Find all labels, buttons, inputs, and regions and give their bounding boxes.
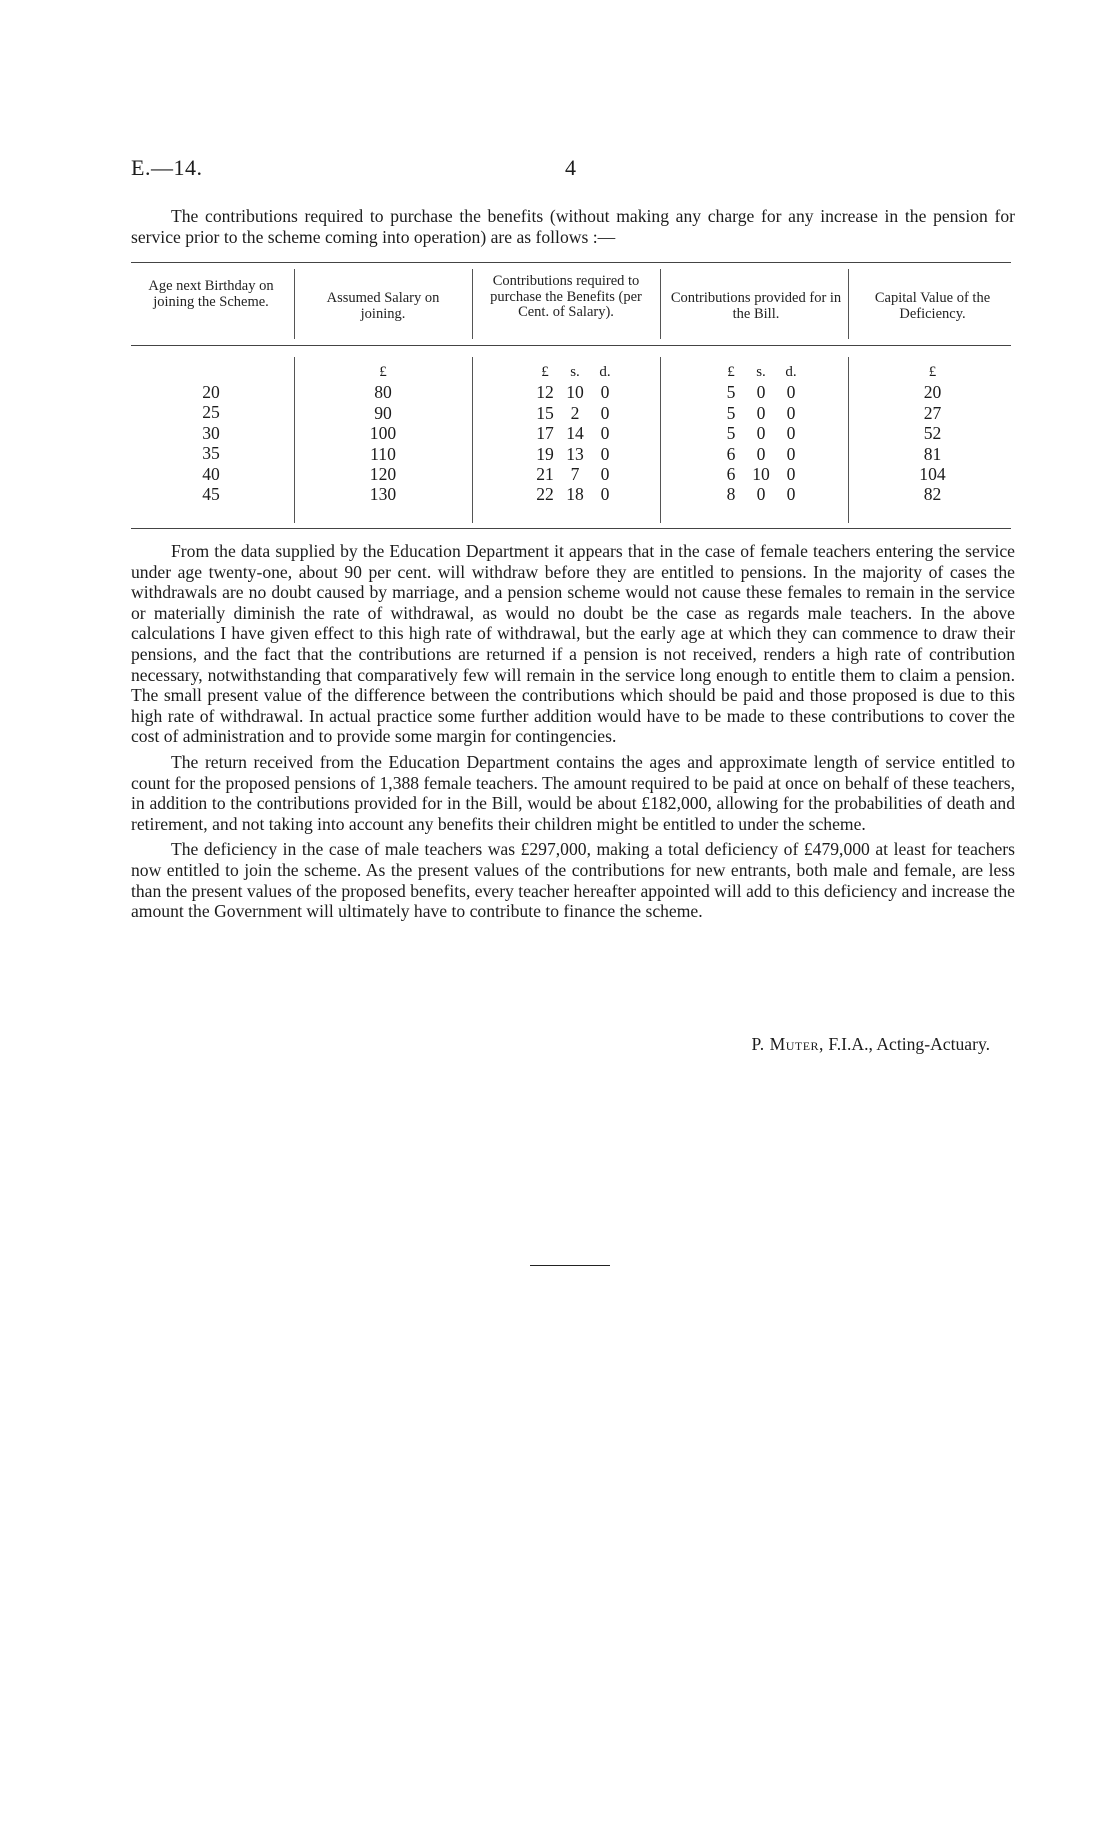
table-row-deficiency: 20 bbox=[923, 382, 942, 403]
shillings-value: 18 bbox=[566, 484, 584, 505]
salary-unit: £ bbox=[379, 364, 387, 380]
pounds-value: 15 bbox=[536, 402, 554, 423]
shillings-value: 2 bbox=[570, 402, 580, 423]
header-col-divider-3 bbox=[660, 269, 661, 339]
unit-pounds: £ bbox=[541, 364, 549, 380]
header-col-divider-2 bbox=[472, 269, 473, 339]
shillings-value: 10 bbox=[752, 463, 770, 484]
table-row-age: 35 bbox=[202, 443, 220, 464]
table-row-age: 45 bbox=[202, 483, 220, 504]
paragraph-withdrawal: From the data supplied by the Education Department it appears that in the case of female teachers entering the service under age twenty-one, about 90 per cent. will withdraw before they are entitled to pensions. In the majority of cases the withdrawals are no doubt caused by marriage, and a pension scheme would not cause these females to remain in the service or materially diminish the rate of withdrawal, as would no doubt be the case as regards male teachers. In the above calculations I have given effect to this high rate of withdrawal, but the early age at which they can commence to draw their pensions, and the fact that the contributions are returned if a pension is not received, renders a high rate of contribution necessary, notwithstanding that comparatively few will remain in the service long enough to entitle them to claim a pension. The small present value of the difference between the contributions which should be paid and those proposed is due to this high rate of withdrawal. In actual practice some further addition would have to be made to these contributions to cover the cost of administration and to provide some margin for contingencies. bbox=[131, 541, 1015, 747]
table-row-salary: 100 bbox=[369, 423, 397, 444]
header-required: Contributions required to purchase the Benefits (per Cent. of Salary). bbox=[490, 273, 642, 321]
table-row-salary: 110 bbox=[370, 443, 396, 464]
shillings-value: 13 bbox=[566, 443, 584, 464]
pence-value: 0 bbox=[600, 382, 610, 403]
body-paragraphs bbox=[131, 541, 1015, 922]
provided-units bbox=[701, 362, 821, 382]
pounds-value: 19 bbox=[536, 443, 554, 464]
table-row-provided bbox=[701, 464, 821, 484]
page-reference: E.—14. bbox=[131, 155, 203, 180]
pence-value: 0 bbox=[600, 423, 610, 444]
unit-shillings: s. bbox=[756, 364, 766, 380]
shillings-value: 7 bbox=[570, 463, 580, 484]
table-row-required bbox=[515, 423, 635, 443]
shillings-value: 14 bbox=[566, 423, 584, 444]
pounds-value: 12 bbox=[536, 382, 554, 403]
table-row-required bbox=[515, 484, 635, 504]
paragraph-deficiency: The deficiency in the case of male teachers was £297,000, making a total deficiency of £479,000 at least for teachers now entitled to join the scheme. As the present values of the contributions for new entrants, both male and female, are less than the present values of the proposed benefits, every teacher hereafter appointed will add to this deficiency and increase the amount the Government will ultimately have to contribute to finance the scheme. bbox=[131, 839, 1015, 922]
shillings-value: 10 bbox=[566, 382, 584, 403]
pounds-value: 6 bbox=[726, 463, 736, 484]
table-row-deficiency: 27 bbox=[923, 402, 942, 423]
table-row-deficiency: 82 bbox=[923, 484, 942, 505]
column-deficiency bbox=[854, 362, 1011, 505]
pounds-value: 22 bbox=[536, 484, 554, 505]
pence-value: 0 bbox=[786, 402, 796, 423]
pence-value: 0 bbox=[786, 423, 796, 444]
intro-text: The contributions required to purchase the benefits (without making any charge for any increase in the pension for service prior to the scheme coming into operation) are as follows :— bbox=[131, 206, 1015, 247]
table-row-required bbox=[515, 382, 635, 402]
table-row-salary: 130 bbox=[369, 484, 397, 505]
body-col-divider-2 bbox=[472, 357, 473, 523]
column-salary bbox=[303, 362, 463, 505]
pounds-value: 17 bbox=[536, 423, 554, 444]
shillings-value: 0 bbox=[756, 484, 766, 505]
body-col-divider-4 bbox=[848, 357, 849, 523]
table-row-provided bbox=[701, 403, 821, 423]
header-provided: Contributions provided for in the Bill. bbox=[670, 290, 842, 322]
header-deficiency: Capital Value of the Deficiency. bbox=[874, 290, 991, 322]
table-row-deficiency: 81 bbox=[923, 443, 942, 464]
unit-pounds: £ bbox=[727, 364, 735, 380]
table-row-salary: 120 bbox=[369, 463, 397, 484]
signature bbox=[660, 1034, 990, 1055]
table-row-provided bbox=[701, 423, 821, 443]
pence-value: 0 bbox=[600, 443, 610, 464]
pence-value: 0 bbox=[600, 484, 610, 505]
pence-value: 0 bbox=[600, 463, 610, 484]
table-row-age: 20 bbox=[202, 382, 220, 402]
deficiency-unit: £ bbox=[928, 364, 937, 380]
table-row-required bbox=[515, 403, 635, 423]
unit-pence: d. bbox=[785, 364, 797, 380]
pounds-value: 5 bbox=[726, 402, 736, 423]
pounds-value: 5 bbox=[726, 382, 736, 403]
pounds-value: 5 bbox=[726, 423, 736, 444]
paragraph-return: The return received from the Education Department contains the ages and approximate length of service entitled to count for the proposed pensions of 1,388 female teachers. The amount required to be paid at once on behalf of these teachers, in addition to the contributions provided for in the Bill, would be about £182,000, allowing for the probabilities of death and retirement, and not taking into account any benefits their children might be entitled to under the scheme. bbox=[131, 751, 1015, 834]
shillings-value: 0 bbox=[756, 443, 766, 464]
unit-shillings: s. bbox=[570, 364, 580, 380]
column-age bbox=[131, 382, 291, 504]
pounds-value: 6 bbox=[726, 443, 736, 464]
pence-value: 0 bbox=[786, 463, 796, 484]
table-row-deficiency: 52 bbox=[923, 423, 942, 444]
page-number: 4 bbox=[565, 155, 576, 180]
table-row-salary: 80 bbox=[374, 382, 392, 403]
table-row-salary: 90 bbox=[374, 402, 392, 423]
unit-pence: d. bbox=[599, 364, 611, 380]
header-age: Age next Birthday on joining the Scheme. bbox=[148, 278, 274, 310]
table-bottom-rule bbox=[131, 528, 1011, 529]
shillings-value: 0 bbox=[756, 382, 766, 403]
pence-value: 0 bbox=[600, 402, 610, 423]
body-col-divider-3 bbox=[660, 357, 661, 523]
column-required bbox=[515, 362, 635, 505]
header-salary: Assumed Salary on joining. bbox=[326, 290, 440, 322]
table-row-age: 25 bbox=[202, 402, 220, 423]
contributions-table bbox=[131, 262, 1011, 532]
end-rule bbox=[530, 1265, 610, 1266]
table-row-age: 40 bbox=[202, 463, 220, 484]
signature-name: P. Muter, bbox=[751, 1034, 824, 1054]
column-provided bbox=[701, 362, 821, 505]
pence-value: 0 bbox=[786, 443, 796, 464]
table-row-provided bbox=[701, 382, 821, 402]
pence-value: 0 bbox=[786, 484, 796, 505]
table-row-required bbox=[515, 444, 635, 464]
header-col-divider-1 bbox=[294, 269, 295, 339]
table-row-provided bbox=[701, 444, 821, 464]
table-row-deficiency: 104 bbox=[919, 463, 946, 484]
table-top-rule bbox=[131, 262, 1011, 263]
intro-paragraph bbox=[131, 206, 1015, 247]
pounds-value: 8 bbox=[726, 484, 736, 505]
table-row-required bbox=[515, 464, 635, 484]
table-row-age: 30 bbox=[202, 422, 220, 443]
shillings-value: 0 bbox=[756, 402, 766, 423]
header-col-divider-4 bbox=[848, 269, 849, 339]
body-col-divider-1 bbox=[294, 357, 295, 523]
shillings-value: 0 bbox=[756, 423, 766, 444]
pence-value: 0 bbox=[786, 382, 796, 403]
required-units bbox=[515, 362, 635, 382]
table-header-rule bbox=[131, 345, 1011, 346]
table-row-provided bbox=[701, 484, 821, 504]
pounds-value: 21 bbox=[536, 463, 554, 484]
signature-title: F.I.A., Acting-Actuary. bbox=[828, 1034, 990, 1054]
